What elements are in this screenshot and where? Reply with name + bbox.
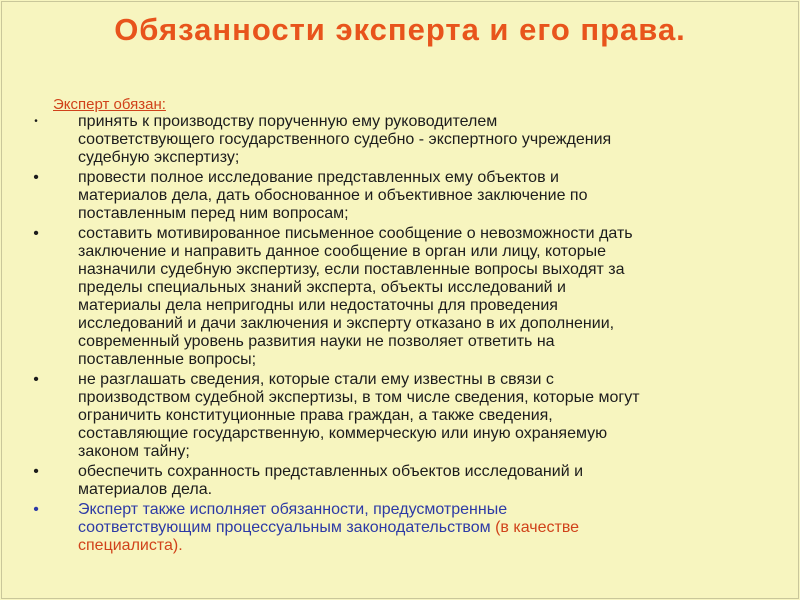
note-main-text: Эксперт также исполняет обязанности, предусмотренные соответствующим процессуальным законодательством [78, 501, 508, 536]
duty-item [0, 225, 800, 369]
bullet-icon: • [33, 225, 39, 242]
duties-list [0, 113, 800, 557]
bullet-icon: • [33, 463, 39, 480]
duty-text: принять к производству порученную ему руководителем соответствующего государственного судебно - экспертного учреждения судебную экспертизу; [78, 113, 612, 166]
bullet-icon: • [34, 116, 38, 127]
duty-item [0, 371, 800, 461]
bullet-icon: • [33, 371, 39, 388]
duty-item [0, 463, 800, 499]
note-highlight-text: (в качестве специалиста). [78, 519, 580, 554]
duty-text: провести полное исследование представленных ему объектов и материалов дела, дать обоснованное и объективное заключение по поставленным перед ним вопросам; [78, 169, 588, 222]
bullet-icon: • [33, 501, 39, 518]
note-item [0, 501, 800, 555]
duty-text: составить мотивированное письменное сообщение о невозможности дать заключение и направить данное сообщение в орган или лицу, которые назначили судебную экспертизу, если поставленные вопросы выходят за пределы специальных знаний эксперта, объекты исследований и материалы дела непригодны или недостаточны для проведения исследований и дачи заключения и эксперту отказано в их дополнении, современный уровень развития науки не позволяет ответить на поставленные вопросы; [78, 225, 633, 368]
duties-subheading: Эксперт обязан: [53, 96, 166, 113]
duty-text: обеспечить сохранность представленных объектов исследований и материалов дела. [78, 463, 584, 498]
duty-item [0, 113, 800, 167]
duty-item [0, 169, 800, 223]
slide-title: Обязанности эксперта и его права. [114, 12, 686, 47]
duty-text: не разглашать сведения, которые стали ему известны в связи с производством судебной экспертизы, в том числе сведения, которые могут ограничить конституционные права граждан, а также сведения, составляющие государственную, коммерческую или иную охраняемую законом тайну; [78, 371, 640, 460]
note-text [78, 501, 758, 555]
bullet-icon: • [33, 169, 39, 186]
